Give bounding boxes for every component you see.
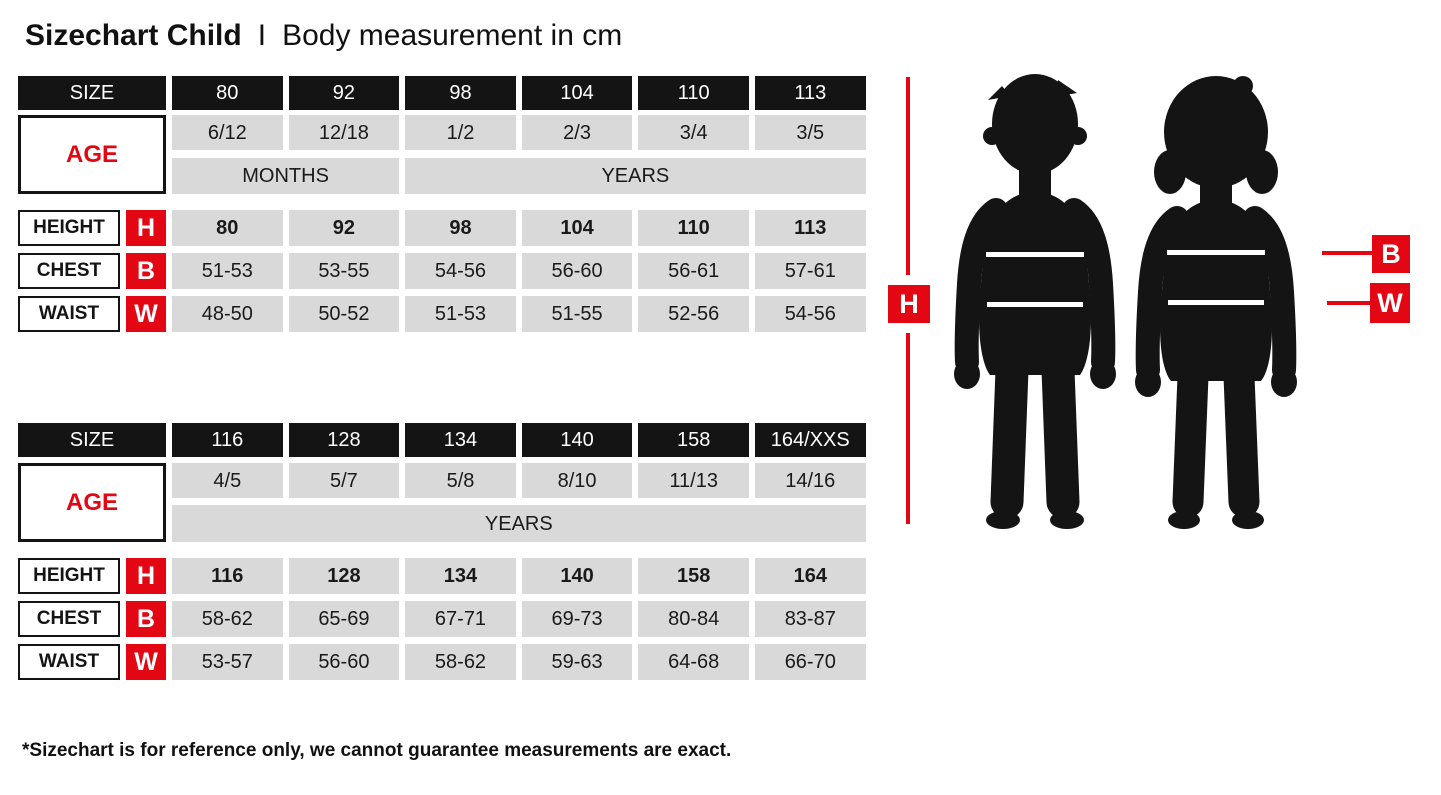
size-cell: 134 [405,423,516,457]
size-cell: 164/XXS [755,423,866,457]
height-badge: H [888,285,930,323]
age-cell: 1/2 [405,115,516,150]
waist-value-cell: 53-57 [172,644,283,680]
age-cell: 6/12 [172,115,283,150]
size-header-cell: SIZE [18,423,166,457]
size-cell: 116 [172,423,283,457]
waist-value-cell: 52-56 [638,296,749,332]
waist-value-cell: 54-56 [755,296,866,332]
age-cell: 5/7 [289,463,400,498]
age-cell: 12/18 [289,115,400,150]
boy-silhouette [950,70,1120,532]
size-cell: 140 [522,423,633,457]
table2-age-row [172,463,866,498]
size-cell: 128 [289,423,400,457]
chest-value-cell: 58-62 [172,601,283,637]
waist-badge: W [1370,283,1410,323]
height-value-cell: 92 [289,210,400,246]
waist-connector-line [1327,301,1370,305]
waist-value-cell: 66-70 [755,644,866,680]
height-value-cell: 164 [755,558,866,594]
waist-label: WAIST [18,296,120,332]
size-cell: 158 [638,423,749,457]
chest-value-cell: 53-55 [289,253,400,289]
table2-chest-row [18,601,866,637]
size-header-cell: SIZE [18,76,166,110]
chest-connector-line [1322,251,1372,255]
size-cell: 110 [638,76,749,110]
chest-value-cell: 65-69 [289,601,400,637]
height-measure-line-top [906,77,910,275]
age-cell: 14/16 [755,463,866,498]
height-value-cell: 128 [289,558,400,594]
chest-label: CHEST [18,253,120,289]
size-cell: 92 [289,76,400,110]
size-cell: 98 [405,76,516,110]
table2-size-row [18,423,866,457]
height-value-cell: 134 [405,558,516,594]
table1-size-row [18,76,866,110]
chest-value-cell: 56-61 [638,253,749,289]
table2-unit-row [172,505,866,542]
chest-value-cell: 57-61 [755,253,866,289]
title-subtitle: Body measurement in cm [282,19,623,52]
waist-value-cell: 58-62 [405,644,516,680]
age-cell: 2/3 [522,115,633,150]
chest-value-cell: 83-87 [755,601,866,637]
height-letter-badge: H [126,558,166,594]
height-letter-badge: H [126,210,166,246]
girl-chest-line [1167,250,1265,255]
size-cell: 104 [522,76,633,110]
height-label: HEIGHT [18,210,120,246]
age-cell: 3/4 [638,115,749,150]
size-cell: 80 [172,76,283,110]
table1-age-row [172,115,866,150]
height-value-cell: 110 [638,210,749,246]
age-cell: 3/5 [755,115,866,150]
age-cell: 5/8 [405,463,516,498]
height-value-cell: 104 [522,210,633,246]
chest-value-cell: 67-71 [405,601,516,637]
unit-years-cell: YEARS [405,158,865,194]
height-measure-line-bottom [906,333,910,524]
footnote: *Sizechart is for reference only, we cannot guarantee measurements are exact. [22,740,732,761]
height-label: HEIGHT [18,558,120,594]
title-separator: I [257,19,267,52]
chest-label: CHEST [18,601,120,637]
table1-height-row [18,210,866,246]
waist-value-cell: 56-60 [289,644,400,680]
waist-value-cell: 64-68 [638,644,749,680]
chest-value-cell: 51-53 [172,253,283,289]
girl-waist-line [1168,300,1264,305]
waist-value-cell: 51-53 [405,296,516,332]
table2-height-row [18,558,866,594]
chest-value-cell: 56-60 [522,253,633,289]
chest-letter-badge: B [126,601,166,637]
table2-waist-row [18,644,866,680]
waist-value-cell: 51-55 [522,296,633,332]
waist-value-cell: 48-50 [172,296,283,332]
table1-unit-row [172,158,866,194]
chest-value-cell: 69-73 [522,601,633,637]
chest-value-cell: 54-56 [405,253,516,289]
waist-value-cell: 50-52 [289,296,400,332]
height-value-cell: 116 [172,558,283,594]
waist-value-cell: 59-63 [522,644,633,680]
waist-letter-badge: W [126,296,166,332]
waist-letter-badge: W [126,644,166,680]
waist-label: WAIST [18,644,120,680]
height-value-cell: 140 [522,558,633,594]
chest-badge: B [1372,235,1410,273]
age-cell: 11/13 [638,463,749,498]
size-cell: 113 [755,76,866,110]
chest-value-cell: 80-84 [638,601,749,637]
boy-chest-line [986,252,1084,257]
chest-letter-badge: B [126,253,166,289]
height-value-cell: 158 [638,558,749,594]
title-main: Sizechart Child [25,19,242,52]
age-header-cell: AGE [18,115,166,194]
table1-waist-row [18,296,866,332]
unit-months-cell: MONTHS [172,158,399,194]
table1-chest-row [18,253,866,289]
age-cell: 8/10 [522,463,633,498]
height-value-cell: 113 [755,210,866,246]
boy-waist-line [987,302,1083,307]
height-value-cell: 98 [405,210,516,246]
unit-years-cell: YEARS [172,505,866,542]
height-value-cell: 80 [172,210,283,246]
girl-silhouette [1126,74,1306,532]
page-title [25,18,622,54]
age-cell: 4/5 [172,463,283,498]
age-header-cell: AGE [18,463,166,542]
